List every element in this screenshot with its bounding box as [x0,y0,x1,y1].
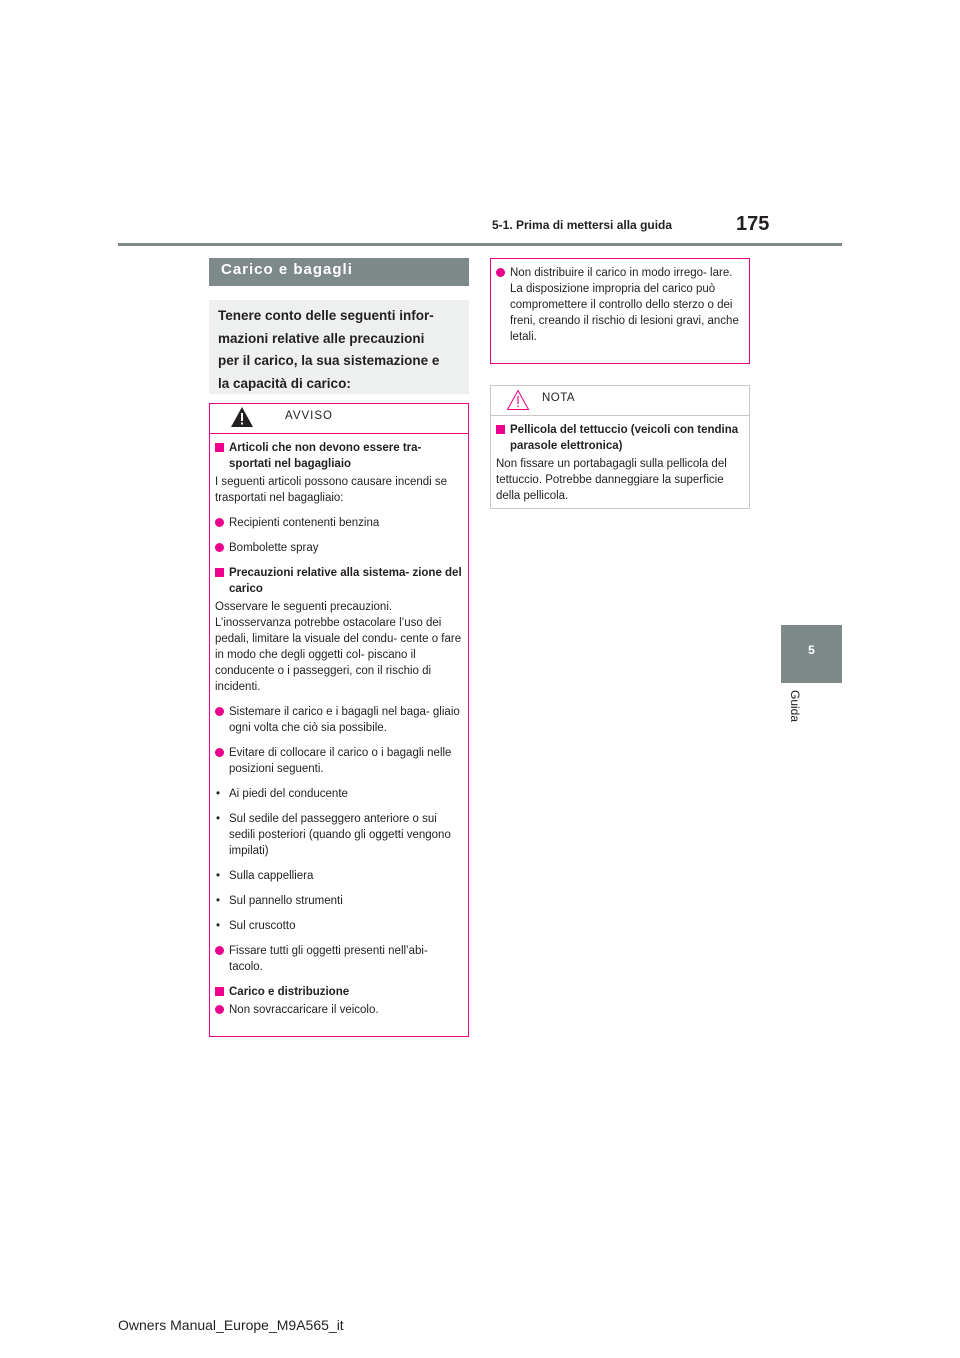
intro-box [209,300,469,394]
warning-box [209,403,469,1037]
warning-subheading: Precauzioni relative alla sistema- zione del carico [215,565,463,597]
note-subheading: Pellicola del tettuccio (veicoli con tendina parasole elettronica) [496,422,744,454]
section-title: 5-1. Prima di mettersi alla guida [492,218,673,232]
warning-list-item: • Ai piedi del conducente [215,786,463,802]
warning-paragraph: La disposizione impropria del carico può compromettere il controllo dello sterzo o dei freni, creando il rischio di lesioni gravi, anche letali. [510,283,739,343]
warning-bullet: Fissare tutti gli oggetti presenti nell’abi- tacolo. [215,943,463,975]
warning-bullet: Sistemare il carico e i bagagli nel baga- gliaio ogni volta che ciò sia possibile. [215,704,463,736]
warning-subheading: Articoli che non devono essere tra- sportati nel bagagliaio [215,440,463,472]
intro-line: per il carico, la sua sistemazione e [218,353,440,368]
warning-list-item: • Sulla cappelliera [215,868,463,884]
warning-header [210,404,468,434]
warning-bullet: Recipienti contenenti benzina [215,515,463,531]
warning-bullet: Evitare di collocare il carico o i bagagli nelle posizioni seguenti. [215,745,463,777]
warning-list-item: • Sul pannello strumenti [215,893,463,909]
note-paragraph: Non fissare un portabagagli sulla pellicola del tettuccio. Potrebbe danneggiare la superficie della pellicola. [496,458,727,502]
topic-title: Carico e bagagli [209,258,469,286]
chapter-label: Guida [788,690,802,723]
header-divider [118,243,842,246]
warning-list-item: • Sul sedile del passeggero anteriore o sui sedili posteriori (quando gli oggetti vengono impilati) [215,811,463,859]
chapter-tab: 5 [781,625,842,683]
intro-line: Tenere conto delle seguenti infor- [218,308,434,323]
intro-line: la capacità di carico: [218,375,351,391]
warning-icon [230,406,254,428]
warning-bullet: Non distribuire il carico in modo irrego- lare. [496,265,744,281]
page-number: 175 [736,213,770,235]
warning-paragraph: I seguenti articoli possono causare incendi se trasportati nel bagagliaio: [215,476,448,504]
caution-icon [506,389,530,411]
note-header [491,386,749,416]
footer-text: Owners Manual_Europe_M9A565_it [118,1317,344,1333]
warning-bullet: Non sovraccaricare il veicolo. [215,1002,463,1018]
warning-continued-box [490,258,750,364]
warning-list-item: • Sul cruscotto [215,918,463,934]
warning-paragraph: Osservare le seguenti precauzioni. L’inosservanza potrebbe ostacolare l’uso dei pedali, limitare la visuale del condu- cente o fare in modo che degli oggetti col- piscano il conducente o i passeggeri, con il rischio di incidenti. [215,601,462,693]
note-heading: NOTA [542,392,576,404]
warning-bullet: Bombolette spray [215,540,463,556]
warning-subheading: Carico e distribuzione [215,984,463,1000]
intro-line: mazioni relative alle precauzioni [218,330,425,346]
warning-heading: AVVISO [285,410,333,422]
note-box [490,385,750,509]
